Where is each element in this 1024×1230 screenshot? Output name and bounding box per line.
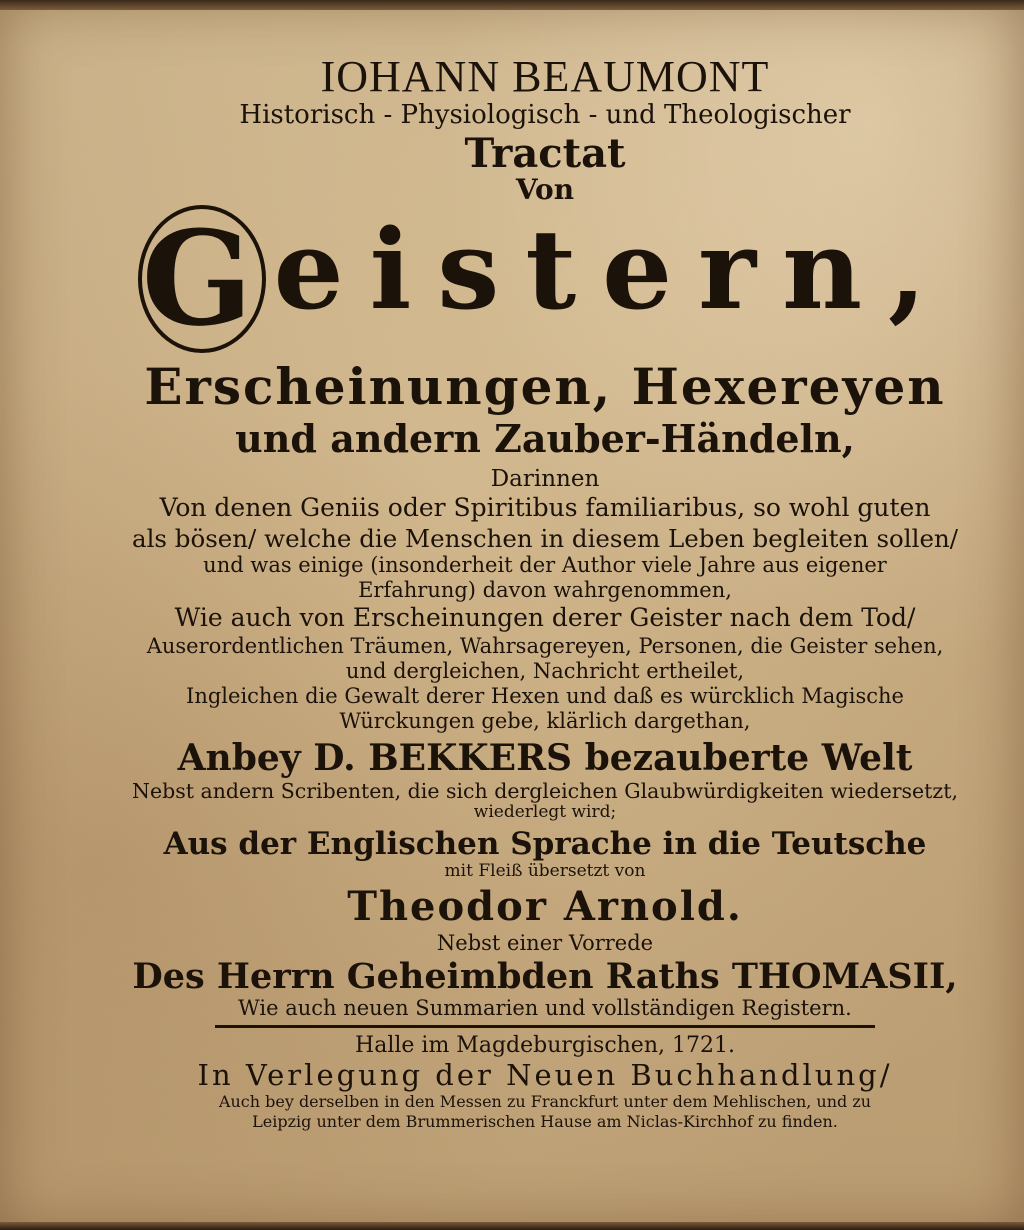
vorrede-line: Nebst einer Vorrede	[436, 931, 654, 956]
body-line-9: Würckungen gebe, klärlich dargethan,	[339, 708, 751, 733]
nebst-line: Nebst andern Scribenten, die sich dergleichen Glaubwürdigkeiten wiedersetzt,	[132, 778, 958, 803]
distribution-line-2: Leipzig unter dem Brummerischen Hause am Niclas-Kirchhof zu finden.	[252, 1111, 838, 1131]
body-line-6: Auserordentlichen Träumen, Wahrsagereyen, Personen, die Geister sehen,	[146, 633, 944, 658]
body-line-5: Wie auch von Erscheinungen derer Geister nach dem Tod/	[174, 603, 916, 633]
wiederlegt-line: wiederlegt wird;	[473, 802, 617, 823]
author-name: IOHANN BEAUMONT	[320, 52, 770, 101]
body-line-3: und was einige (insonderheit der Author viele Jahre aus eigener	[203, 553, 887, 578]
tractat-heading: Tractat	[464, 130, 626, 178]
main-title-rest: eistern,	[273, 204, 953, 334]
body-line-1: Von denen Geniis oder Spiritibus familiaribus, so wohl guten	[159, 493, 931, 523]
darinnen-line: Darinnen	[490, 466, 600, 493]
body-line-8: Ingleichen die Gewalt derer Hexen und daß es würcklich Magische	[186, 683, 904, 708]
imprint-place-date: Halle im Magdeburgischen, 1721.	[355, 1033, 735, 1059]
page-top-edge	[0, 0, 1024, 10]
translator-name: Theodor Arnold.	[347, 883, 743, 931]
summarien-line: Wie auch neuen Summarien und vollständigen Registern.	[238, 996, 852, 1021]
thomasii-line: Des Herrn Geheimbden Raths THOMASII,	[132, 955, 958, 997]
erscheinungen-line: Erscheinungen, Hexereyen	[144, 356, 946, 416]
main-title-initial: G	[138, 205, 266, 353]
title-page-text	[130, 48, 960, 1130]
body-line-2: als bösen/ welche die Menschen in diesem Leben begleiten sollen/	[131, 523, 959, 553]
main-title	[130, 201, 960, 355]
uebersetzt-line: mit Fleiß übersetzt von	[444, 860, 646, 881]
horizontal-rule	[215, 1025, 875, 1028]
distribution-line-1: Auch bey derselben in den Messen zu Franckfurt unter dem Mehlischen, und zu	[218, 1091, 872, 1111]
subtitle: Historisch - Physiologisch - und Theologischer	[239, 100, 851, 131]
anbey-line: Anbey D. BEKKERS bezauberte Welt	[177, 736, 913, 779]
page-bottom-edge	[0, 1222, 1024, 1230]
language-line: Aus der Englischen Sprache in die Teutsche	[163, 826, 927, 863]
body-line-4: Erfahrung) davon wahrgenommen,	[358, 578, 732, 603]
publisher-line: In Verlegung der Neuen Buchhandlung/	[197, 1058, 893, 1093]
body-line-7: und dergleichen, Nachricht ertheilet,	[345, 658, 745, 683]
zauber-line: und andern Zauber-Händeln,	[235, 416, 855, 462]
von-word: Von	[515, 173, 575, 207]
